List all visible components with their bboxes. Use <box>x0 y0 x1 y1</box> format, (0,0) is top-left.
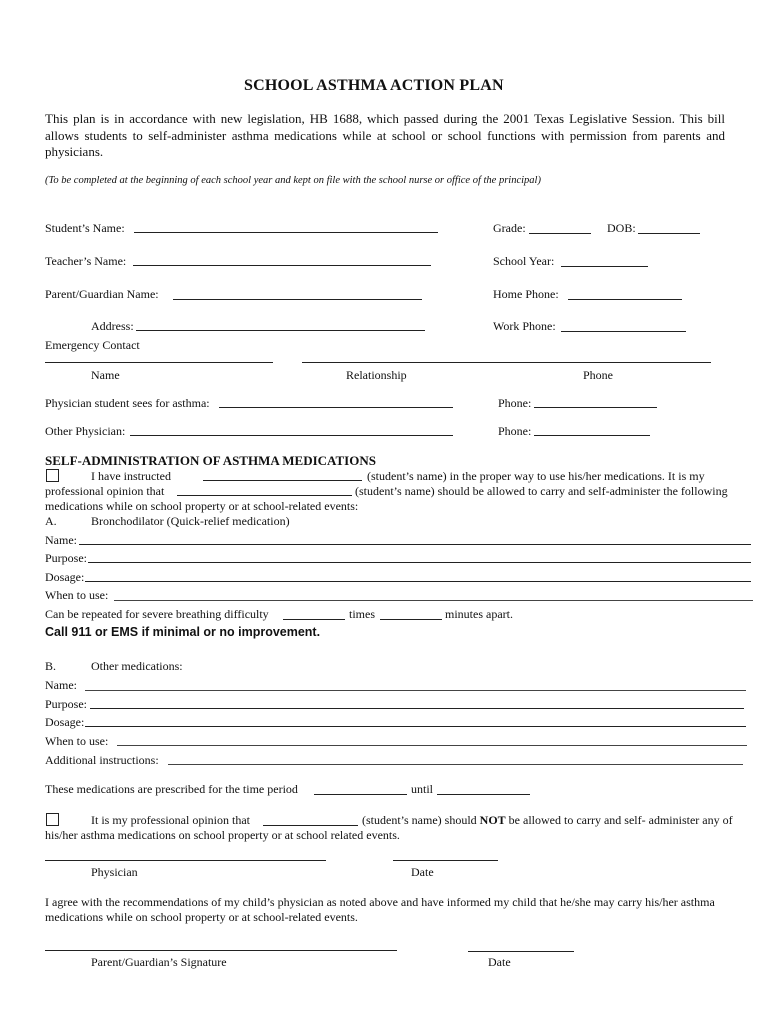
b-dosage-field[interactable] <box>85 726 746 727</box>
parent-name-field[interactable] <box>173 299 422 300</box>
school-year-label: School Year: <box>493 254 555 268</box>
b-when-label: When to use: <box>45 734 109 748</box>
instruction-note: (To be completed at the beginning of each school year and kept on file with the school nurse or office of the principal) <box>45 175 541 186</box>
physician-phone-field[interactable] <box>534 407 657 408</box>
parent-signature-caption: Parent/Guardian’s Signature <box>91 955 227 969</box>
b-name-field[interactable] <box>85 690 746 691</box>
home-phone-field[interactable] <box>568 299 682 300</box>
physician-signature-caption: Physician <box>91 865 138 879</box>
student-name-field[interactable] <box>134 232 438 233</box>
dob-field[interactable] <box>638 233 700 234</box>
opinion-text: professional opinion that <box>45 484 165 498</box>
b-dosage-label: Dosage: <box>45 715 85 729</box>
repeat-text: Can be repeated for severe breathing difficulty <box>45 607 269 621</box>
b-purpose-label: Purpose: <box>45 697 87 711</box>
period-text: These medications are prescribed for the time period <box>45 782 298 796</box>
instructed-text-cont: (student’s name) in the proper way to use his/her medications. It is my <box>367 469 705 483</box>
teacher-name-label: Teacher’s Name: <box>45 254 127 268</box>
section-a-letter: A. <box>45 514 57 528</box>
a-dosage-label: Dosage: <box>45 570 85 584</box>
not-opinion-line2: his/her asthma medications on school property or at school related events. <box>45 828 400 842</box>
other-physician-phone-label: Phone: <box>498 424 532 438</box>
not-opinion-student-text: (student’s name) should <box>362 813 477 827</box>
grade-label: Grade: <box>493 221 526 235</box>
repeat-minutes-text: minutes apart. <box>445 607 513 621</box>
not-allow-self-admin-checkbox[interactable] <box>46 813 59 826</box>
b-purpose-field[interactable] <box>90 708 744 709</box>
emergency-contact-info-field[interactable] <box>302 362 711 363</box>
emergency-contact-name-field[interactable] <box>45 362 273 363</box>
physician-label: Physician student sees for asthma: <box>45 396 210 410</box>
work-phone-label: Work Phone: <box>493 319 556 333</box>
a-when-label: When to use: <box>45 588 109 602</box>
opinion-text-cont: (student’s name) should be allowed to carry and self-administer the following <box>355 484 728 498</box>
physician-signature-field[interactable] <box>45 860 326 861</box>
physician-date-caption: Date <box>411 865 434 879</box>
b-name-label: Name: <box>45 678 77 692</box>
consent-text-line2: medications while on school property or at school-related events. <box>45 910 358 924</box>
not-opinion-text-cont <box>362 813 733 827</box>
a-when-field[interactable] <box>114 600 753 601</box>
allow-self-admin-checkbox[interactable] <box>46 469 59 482</box>
medications-text: medications while on school property or at school-related events: <box>45 499 359 513</box>
period-start-field[interactable] <box>314 794 407 795</box>
a-dosage-field[interactable] <box>85 581 751 582</box>
not-opinion-student-field[interactable] <box>263 825 358 826</box>
b-when-field[interactable] <box>117 745 747 746</box>
grade-field[interactable] <box>529 233 591 234</box>
page-title: SCHOOL ASTHMA ACTION PLAN <box>244 77 504 94</box>
other-physician-phone-field[interactable] <box>534 435 650 436</box>
physician-phone-label: Phone: <box>498 396 532 410</box>
emergency-contact-label: Emergency Contact <box>45 338 140 352</box>
not-opinion-text-end: be allowed to carry and self- administer any of <box>508 813 733 827</box>
dob-label: DOB: <box>607 221 636 235</box>
student-name-label: Student’s Name: <box>45 221 125 235</box>
consent-text-line1: I agree with the recommendations of my child’s physician as noted above and have informed my child that he/she may carry his/her asthma <box>45 895 715 909</box>
section-b-label: Other medications: <box>91 659 183 673</box>
not-emphasis: NOT <box>479 813 506 827</box>
address-field[interactable] <box>136 330 425 331</box>
a-purpose-label: Purpose: <box>45 551 87 565</box>
period-until-text: until <box>411 782 434 796</box>
physician-field[interactable] <box>219 407 453 408</box>
home-phone-label: Home Phone: <box>493 287 559 301</box>
self-admin-heading: SELF-ADMINISTRATION OF ASTHMA MEDICATIONS <box>45 453 376 468</box>
address-label: Address: <box>91 319 134 333</box>
opinion-student-field[interactable] <box>177 495 352 496</box>
repeat-times-text: times <box>349 607 375 621</box>
instructed-student-field[interactable] <box>203 480 362 481</box>
period-end-field[interactable] <box>437 794 530 795</box>
repeat-times-field[interactable] <box>283 619 345 620</box>
intro-paragraph: This plan is in accordance with new legislation, HB 1688, which passed during the 2001 Texas Legislative Session. This bill allows students to self-administer asthma medications while at school or school functions with permission from parents and physicians. <box>45 111 725 159</box>
teacher-name-field[interactable] <box>133 265 431 266</box>
emergency-phone-caption: Phone <box>583 368 613 382</box>
parent-signature-field[interactable] <box>45 950 397 951</box>
repeat-minutes-field[interactable] <box>380 619 442 620</box>
a-purpose-field[interactable] <box>88 562 751 563</box>
school-year-field[interactable] <box>561 266 648 267</box>
other-physician-field[interactable] <box>130 435 453 436</box>
emergency-name-caption: Name <box>91 368 120 382</box>
parent-name-label: Parent/Guardian Name: <box>45 287 159 301</box>
work-phone-field[interactable] <box>561 331 686 332</box>
section-a-label: Bronchodilator (Quick-relief medication) <box>91 514 290 528</box>
parent-date-field[interactable] <box>468 951 574 952</box>
other-physician-label: Other Physician: <box>45 424 126 438</box>
call-911-warning: Call 911 or EMS if minimal or no improvement. <box>45 625 321 639</box>
a-name-field[interactable] <box>79 544 751 545</box>
b-additional-label: Additional instructions: <box>45 753 159 767</box>
instructed-text: I have instructed <box>91 469 171 483</box>
not-opinion-text: It is my professional opinion that <box>91 813 250 827</box>
physician-date-field[interactable] <box>393 860 498 861</box>
b-additional-field[interactable] <box>168 764 743 765</box>
parent-date-caption: Date <box>488 955 511 969</box>
emergency-relationship-caption: Relationship <box>346 368 407 382</box>
section-b-letter: B. <box>45 659 57 673</box>
a-name-label: Name: <box>45 533 77 547</box>
